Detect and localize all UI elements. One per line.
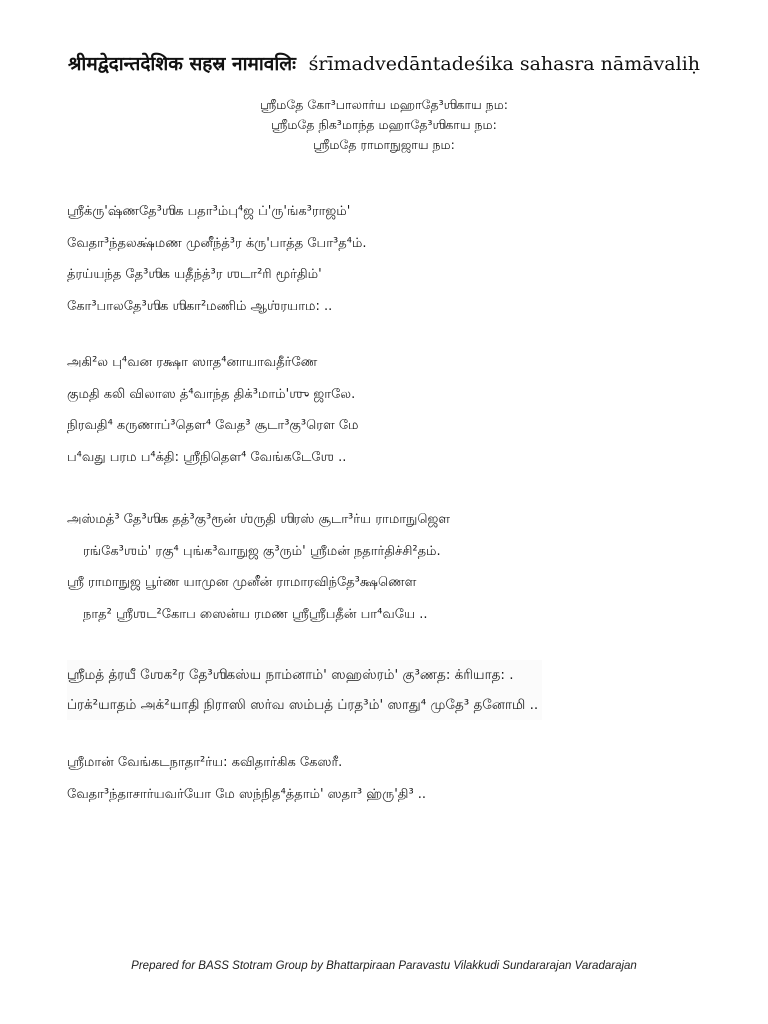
verse-line: கோ³பாலதே³ஶிக ஶிகா²மணிம் ஆஶ்ரயாம꞉ .. <box>67 298 333 314</box>
verse-line: வேதா³ந்தாசார்யவர்யோ மே ஸந்நித⁴த்தாம்' ஸதா³ ஹ்ரு'தி³ .. <box>67 786 427 802</box>
verse-4 <box>67 660 542 720</box>
invocation-block <box>0 95 768 155</box>
verse-line: ரங்கே³ஶம்' ரகு⁴ புங்க³வாநுஜ கு³ரும்' ஶ்ரீமன் நதார்திச்சி²தம். <box>83 543 441 559</box>
verse-line: வேதா³ந்தலக்ஷ்மண முனீந்த்³ர க்ரு'பாத்த போ³த⁴ம். <box>67 235 367 251</box>
title-devanagari: श्रीमद्वेदान्तदेशिक सहस्र नामावलिः <box>67 53 296 75</box>
verse-line: நிரவதி⁴ கருணாப்³தௌ⁴ வேத³ சூடா³கு³ரௌ மே <box>67 418 359 433</box>
invocation-line: ஶ்ரீமதே நிக³மாந்த மஹாதே³ஶிகாய நம꞉ <box>271 117 497 132</box>
verse-line: ப⁴வது பரம ப⁴க்தி꞉ ஶ்ரீநிதௌ⁴ வேங்கடேஶே .. <box>67 449 347 465</box>
verse-line: த்ரய்யந்த தே³ஶிக யதீந்த்³ர ஶடா²ரி மூர்திம்' <box>67 267 322 282</box>
verse-line: ஶ்ரீமத் த்ரயீ ஶேக²ர தே³ஶிகஸ்ய நாம்னாம்' ஸஹஸ்ரம்' கு³ணத꞉ க்ரியாத꞉ . <box>67 660 542 690</box>
verse-1 <box>67 196 367 322</box>
invocation-line: ஶ்ரீமதே ராமாநுஜாய நம꞉ <box>313 137 455 152</box>
invocation-line: ஶ்ரீமதே கோ³பாலார்ய மஹாதே³ஶிகாய நம꞉ <box>260 97 508 112</box>
verse-line: ப்ரக்²யாதம் அக்²யாதி நிராஸி ஸர்வ ஸம்பத் ப்ரத³ம்' ஸாது⁴ முதே³ தனோமி .. <box>67 690 542 720</box>
verse-line: ஶ்ரீ ராமாநுஜ பூர்ண யாமுன முனீன் ராமாரவிந்தே³க்ஷணௌ <box>67 575 417 590</box>
verse-line: ஶ்ரீக்ரு'ஷ்ணதே³ஶிக பதா³ம்பு⁴ஜ ப்'ரு'ங்க³ராஜம்' <box>67 204 351 219</box>
verse-3 <box>67 504 450 630</box>
verse-5 <box>67 747 426 810</box>
footer-credit: Prepared for BASS Stotram Group by Bhattarpiraan Paravastu Vilakkudi Sundararajan Varadarajan <box>131 960 637 972</box>
verse-line: அஸ்மத்³ தே³ஶிக தத்³கு³ரூன் ஶ்ருதி ஶிரஸ் சூடா³ர்ய ராமாநுஜௌ <box>67 512 451 527</box>
verse-line: அகி²ல பு⁴வன ரக்ஷா ஸாத⁴னாயாவதீர்ணே <box>67 355 318 370</box>
title-transliteration: śrīmadvedāntadeśika sahasra nāmāvaliḥ <box>308 53 701 75</box>
page-title <box>0 50 768 76</box>
verse-line: நாத² ஶ்ரீஶட²கோப ஸைன்ய ரமண ஶ்ரீஶ்ரீபதீன் பா⁴வயே .. <box>83 606 428 622</box>
verse-2 <box>67 347 359 473</box>
verse-line: ஶ்ரீமான் வேங்கடநாதா²ர்ய꞉ கவிதார்கிக கேஸரீ. <box>67 755 343 770</box>
verse-line: குமதி கலி விலாஸ த்⁴வாந்த திக்³மாம்'ஶு ஜாலே. <box>67 386 356 402</box>
